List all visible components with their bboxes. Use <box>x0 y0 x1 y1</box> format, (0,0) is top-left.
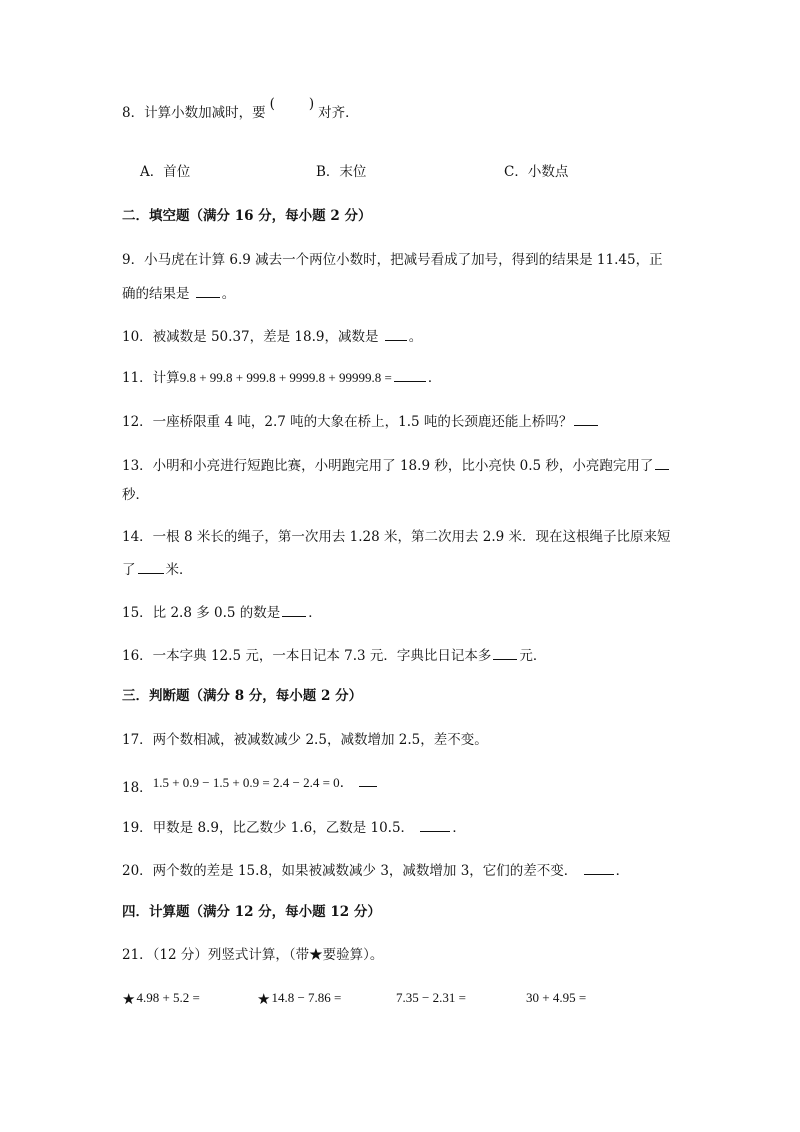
question-14-line1: 14．一根 8 米长的绳子，第一次用去 1.28 米，第二次用去 2.9 米．现在这根绳子比原来短 <box>122 529 671 545</box>
calc-expression: 30 + 4.95 = <box>526 990 587 1005</box>
question-10 <box>122 326 422 346</box>
star-icon: ★ <box>257 990 271 1008</box>
question-9-line1: 9．小马虎在计算 6.9 减去一个两位小数时，把减号看成了加号，得到的结果是 11.45，正 <box>122 252 663 268</box>
option-a: A．首位 <box>140 164 191 180</box>
calc-expression: 14.8 − 7.86 = <box>271 990 342 1005</box>
question-16-text: 16．一本字典 12.5 元，一本日记本 7.3 元．字典比日记本多 <box>122 648 492 664</box>
question-18 <box>122 772 379 796</box>
answer-blank <box>584 860 614 875</box>
calc-item-4 <box>525 988 586 1007</box>
question-18-tail: ． <box>339 775 354 791</box>
question-13-line2: 秒． <box>122 487 149 503</box>
question-19-tail: ． <box>452 820 466 836</box>
section-2-heading: 二．填空题（满分 16 分，每小题 2 分） <box>122 208 372 224</box>
answer-blank <box>493 645 517 660</box>
star-icon: ★ <box>122 990 136 1008</box>
calc-expression: 7.35 − 2.31 = <box>396 990 466 1005</box>
question-9-line2 <box>122 283 235 303</box>
answer-blank <box>359 772 377 787</box>
option-c: C．小数点 <box>504 164 569 180</box>
answer-blank <box>574 411 598 426</box>
question-20-tail: ． <box>615 863 630 879</box>
question-17: 17．两个数相减，被减数减少 2.5，减数增加 2.5，差不变。 <box>122 732 488 748</box>
question-13-text: 13．小明和小亮进行短跑比赛，小明跑完用了 18.9 秒，比小亮快 0.5 秒，小亮跑完用了 <box>122 458 654 474</box>
question-15 <box>122 602 322 622</box>
answer-blank <box>420 817 450 832</box>
question-15-tail: ． <box>308 605 322 621</box>
question-20-text: 20．两个数的差是 15.8，如果被减数减少 3，减数增加 3，它们的差不变． <box>122 863 578 879</box>
question-18-number: 18． <box>122 780 153 796</box>
section-4-heading: 四．计算题（满分 12 分，每小题 12 分） <box>122 904 381 920</box>
question-21: 21．（12 分）列竖式计算，（带★要验算）。 <box>122 947 384 963</box>
question-8-text: 8．计算小数加减时，要 <box>122 105 266 121</box>
question-11 <box>122 367 441 387</box>
question-14-text: 了 <box>122 562 136 578</box>
question-10-tail: 。 <box>408 329 423 345</box>
calc-item-2 <box>257 988 341 1007</box>
answer-blank <box>655 455 669 470</box>
question-12 <box>122 411 600 431</box>
calc-item-3 <box>395 988 466 1007</box>
question-9-text: 确的结果是 <box>122 286 190 302</box>
section-3-heading: 三．判断题（满分 8 分，每小题 2 分） <box>122 688 363 704</box>
question-12-text: 12．一座桥限重 4 吨，2.7 吨的大象在桥上，1.5 吨的长颈鹿还能上桥吗？ <box>122 414 573 430</box>
question-19-text: 19．甲数是 8.9，比乙数少 1.6，乙数是 10.5． <box>122 820 415 836</box>
question-8-tail: 对齐． <box>318 105 359 121</box>
question-15-text: 15．比 2.8 多 0.5 的数是 <box>122 605 281 621</box>
answer-blank <box>282 602 306 617</box>
calc-expression: 4.98 + 5.2 = <box>136 990 200 1005</box>
question-18-expression: 1.5 + 0.9 − 1.5 + 0.9 = 2.4 − 2.4 = 0 <box>152 775 340 790</box>
question-16 <box>122 645 546 665</box>
option-b: B．末位 <box>316 164 367 180</box>
answer-paren-open: ( <box>269 96 275 112</box>
answer-blank <box>196 283 220 298</box>
question-20 <box>122 860 629 880</box>
question-19 <box>122 817 466 837</box>
question-8 <box>122 96 359 122</box>
question-16-tail: 元． <box>519 648 547 664</box>
answer-blank <box>394 367 426 382</box>
calc-item-1 <box>122 988 200 1007</box>
answer-paren-close: ) <box>308 96 315 112</box>
question-14-tail: 米． <box>165 562 193 578</box>
question-14-line2 <box>122 559 193 579</box>
question-9-tail: 。 <box>221 286 236 302</box>
question-10-text: 10．被减数是 50.37，差是 18.9，减数是 <box>122 329 379 345</box>
answer-blank <box>138 559 164 574</box>
question-11-tail: ． <box>427 370 442 386</box>
question-11-expression: 9.8 + 99.8 + 999.8 + 9999.8 + 99999.8 = <box>179 370 392 385</box>
answer-blank <box>385 326 407 341</box>
question-13-line1 <box>122 455 671 475</box>
question-11-text: 11．计算 <box>122 370 180 386</box>
